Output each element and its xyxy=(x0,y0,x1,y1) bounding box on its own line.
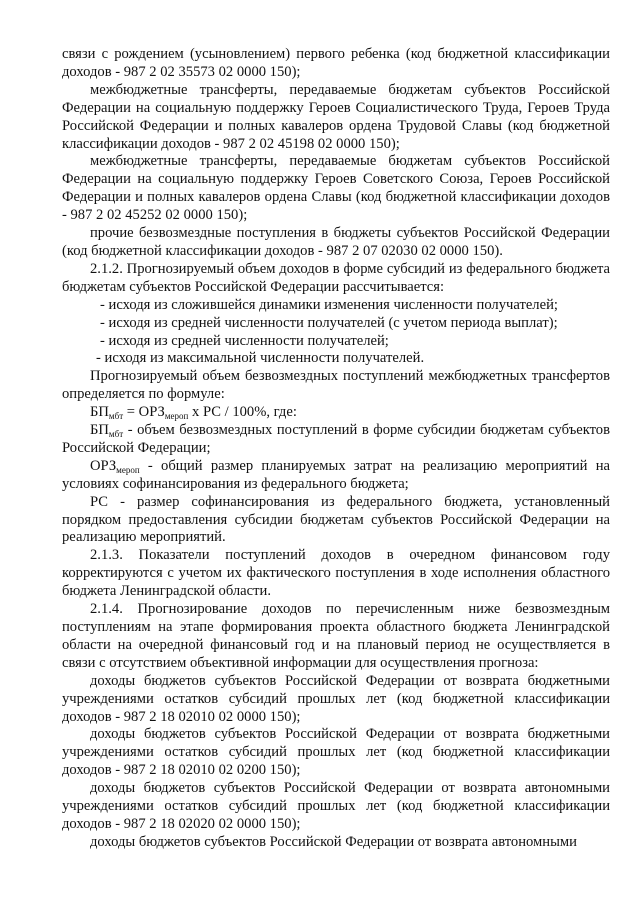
list-item-dynamics: - исходя из сложившейся динамики изменения численности получателей; xyxy=(100,296,558,313)
formula xyxy=(62,404,610,422)
definition-bp-subscript: мбт xyxy=(108,429,124,440)
paragraph-income-budget-institutions-0200: доходы бюджетов субъектов Российской Федерации от возврата бюджетными учреждениями остатков субсидий прошлых лет (код бюджетной классификации доходов - 987 2 18 02010 02 0200 150); xyxy=(62,726,610,779)
paragraph-income-budget-institutions-0000: доходы бюджетов субъектов Российской Федерации от возврата бюджетными учреждениями остатков субсидий прошлых лет (код бюджетной классификации доходов - 987 2 18 02010 02 0000 150); xyxy=(62,672,610,725)
list-item-average: - исходя из средней численности получателей; xyxy=(100,332,389,349)
paragraph-income-autonomous-institutions: доходы бюджетов субъектов Российской Федерации от возврата автономными учреждениями остатков субсидий прошлых лет (код бюджетной классификации доходов - 987 2 18 02020 02 0000 150); xyxy=(62,780,610,832)
list-item-maximum: - исходя из максимальной численности получателей. xyxy=(96,350,425,367)
definition-orz xyxy=(62,458,610,494)
paragraph-income-autonomous-continued: доходы бюджетов субъектов Российской Федерации от возврата автономными xyxy=(90,833,577,850)
paragraph-section-2-1-4: 2.1.4. Прогнозирование доходов по перечисленным ниже безвозмездным поступлениям на этапе формирования проекта областного бюджета Ленинградской области на очередной финансовый год и на плановый период не осуществляется в связи с отсутствием объективной информации для осуществления прогноза: xyxy=(62,601,610,671)
definition-orz-subscript: мероп xyxy=(116,464,140,475)
formula-eq-orz: = ОРЗ xyxy=(123,404,165,421)
paragraph-birth-first-child: связи с рождением (усыновлением) первого ребенка (код бюджетной классификации доходов - 987 2 02 35573 02 0000 150); xyxy=(62,46,610,80)
paragraph-section-2-1-2: 2.1.2. Прогнозируемый объем доходов в форме субсидий из федерального бюджета бюджетам субъектов Российской Федерации рассчитывается: xyxy=(62,260,610,295)
paragraph-other-gratuitous-receipts: прочие безвозмездные поступления в бюджеты субъектов Российской Федерации (код бюджетной классификации доходов - 987 2 07 02030 02 0000 150). xyxy=(62,225,610,259)
formula-bp: БП xyxy=(90,404,109,421)
definition-orz-symbol: ОРЗ xyxy=(90,457,117,474)
list-item-average-with-period: - исходя из средней численности получателей (с учетом периода выплат); xyxy=(100,314,558,331)
formula-orz-subscript: мероп xyxy=(164,411,189,422)
definition-orz-text: - общий размер планируемых затрат на реализацию мероприятий на условиях софинансирования из федерального бюджета; xyxy=(62,457,610,492)
document-page xyxy=(62,46,610,852)
paragraph-section-2-1-3: 2.1.3. Показатели поступлений доходов в очередном финансовом году корректируются с учетом их фактического поступления в ходе исполнения областного бюджета Ленинградской области. xyxy=(62,547,610,600)
paragraph-transfers-soviet-union-heroes: межбюджетные трансферты, передаваемые бюджетам субъектов Российской Федерации на социальную поддержку Героев Советского Союза, Героев Российской Федерации и полных кавалеров ордена Славы (код бюджетной классификации доходов - 987 2 02 45252 02 0000 150); xyxy=(62,153,610,224)
formula-tail: x РС / 100%, где: xyxy=(188,404,297,421)
definition-rs: РС - размер софинансирования из федерального бюджета, установленный порядком предоставления субсидии бюджетам субъектов Российской Федерации на реализацию мероприятий. xyxy=(62,493,610,546)
paragraph-transfers-socialist-labor-heroes: межбюджетные трансферты, передаваемые бюджетам субъектов Российской Федерации на социальную поддержку Героев Социалистического Труда, Героев Труда Российской Федерации и полных кавалеров ордена Трудовой Славы (код бюджетной классификации доходов - 987 2 02 45198 02 0000 150); xyxy=(62,81,610,152)
formula-bp-subscript: мбт xyxy=(108,411,124,422)
definition-bp xyxy=(62,422,610,458)
paragraph-formula-intro: Прогнозируемый объем безвозмездных поступлений межбюджетных трансфертов определяется по формуле: xyxy=(62,368,610,403)
definition-bp-text: - объем безвозмездных поступлений в форме субсидии бюджетам субъектов Российской Федерации; xyxy=(62,422,610,456)
definition-bp-symbol: БП xyxy=(90,422,109,439)
